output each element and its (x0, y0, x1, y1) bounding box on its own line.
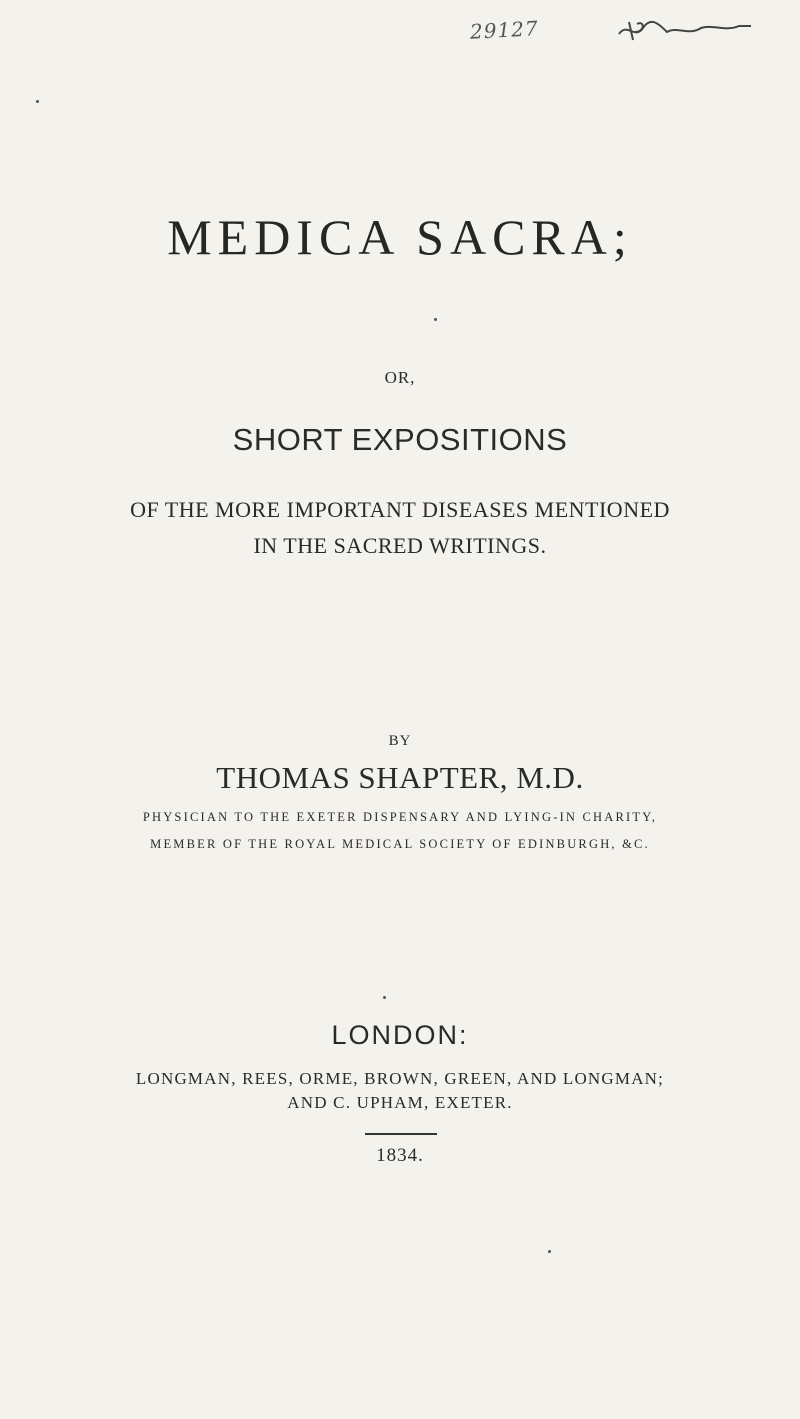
description-line-1: OF THE MORE IMPORTANT DISEASES MENTIONED (130, 497, 670, 522)
author-name: THOMAS SHAPTER, M.D. (216, 760, 584, 795)
by-label: BY (388, 733, 412, 749)
author-affiliation-line-1: PHYSICIAN TO THE EXETER DISPENSARY AND LYING-IN CHARITY, (142, 810, 658, 824)
paper-speck (36, 100, 39, 103)
publisher-line-1: LONGMAN, REES, ORME, BROWN, GREEN, AND LONGMAN; (135, 1069, 665, 1088)
or-connector: OR, (384, 368, 416, 387)
book-title: MEDICA SACRA; (167, 209, 633, 265)
publication-place: LONDON: (331, 1020, 469, 1050)
paper-speck (383, 996, 386, 999)
manuscript-scribble-mark (615, 16, 755, 44)
divider-rule (365, 1133, 437, 1135)
description-line-2: IN THE SACRED WRITINGS. (253, 533, 547, 558)
publication-year: 1834. (376, 1145, 424, 1166)
book-subtitle: SHORT EXPOSITIONS (232, 422, 568, 457)
author-affiliation-line-2: MEMBER OF THE ROYAL MEDICAL SOCIETY OF EDINBURGH, &C. (150, 837, 650, 851)
paper-speck (434, 318, 437, 321)
manuscript-annotation: 29127 (469, 16, 540, 44)
paper-speck (548, 1250, 551, 1253)
publisher-line-2: AND C. UPHAM, EXETER. (287, 1093, 513, 1112)
